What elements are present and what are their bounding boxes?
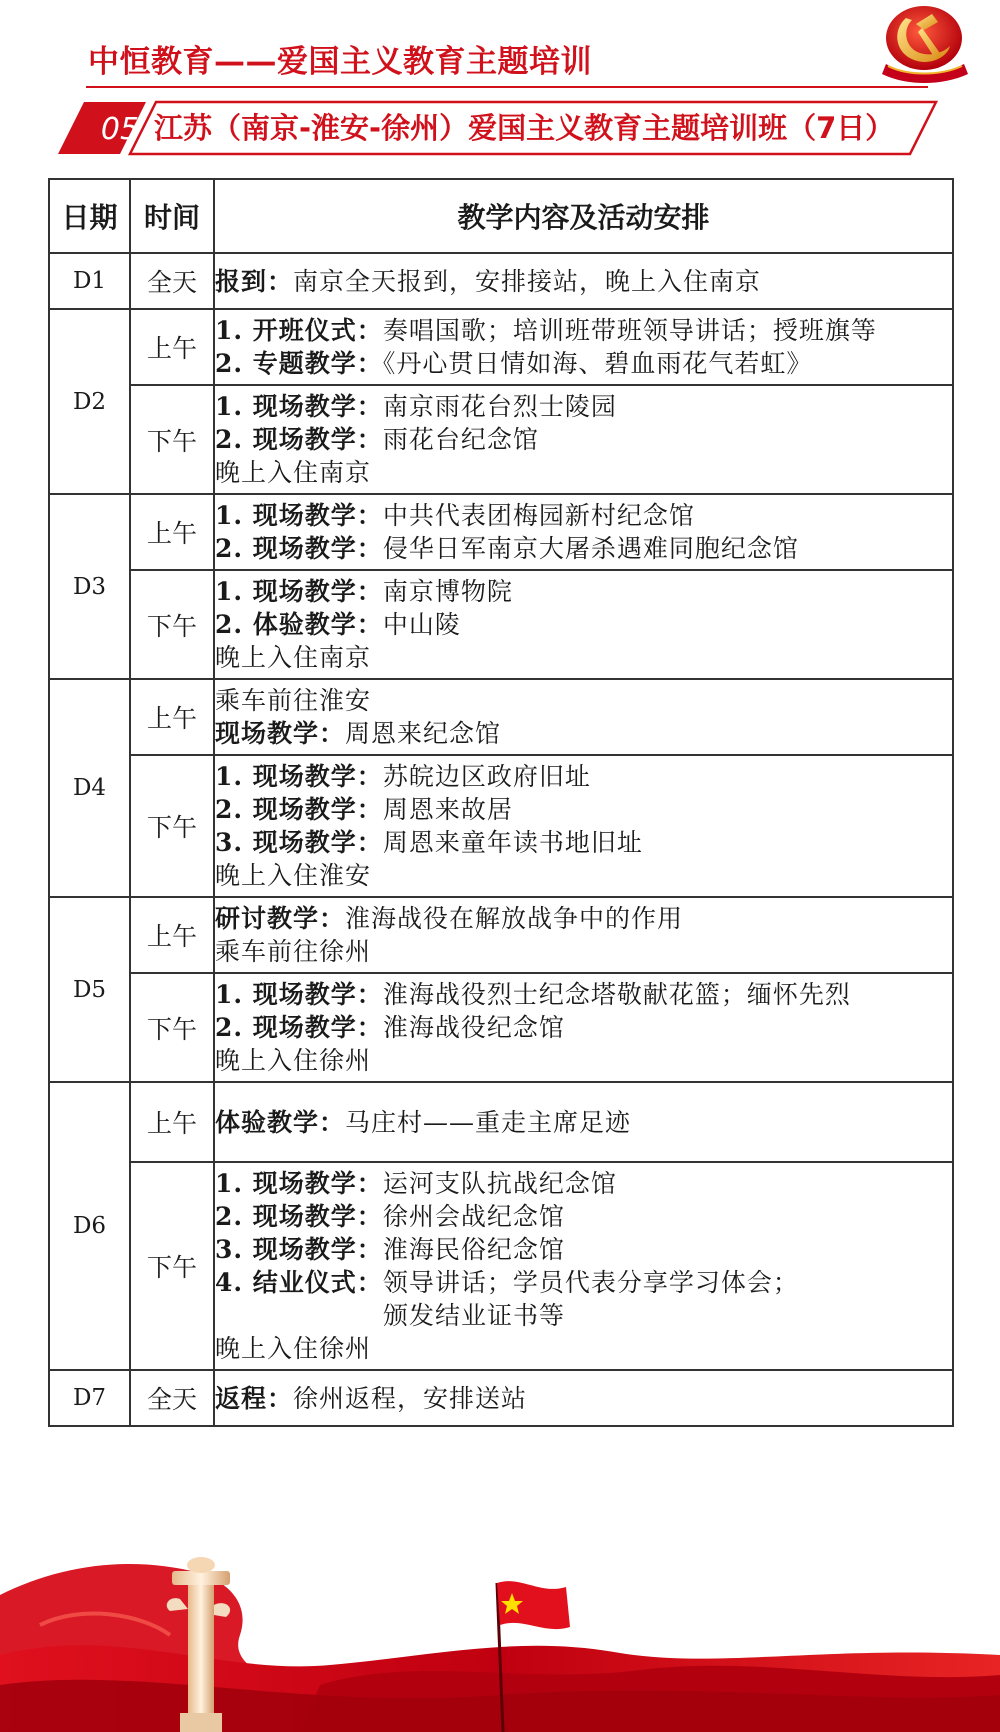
brand-title: 中恒教育——爱国主义教育主题培训 (88, 44, 592, 80)
activity-text: 苏皖边区政府旧址 (382, 762, 591, 791)
activity-text: 雨花台纪念馆 (382, 425, 539, 454)
activity-label: 2. 现场教学： (215, 795, 383, 824)
content-cell (214, 1082, 953, 1162)
section-number: 05 (100, 112, 140, 147)
activity-text: 南京全天报到，安排接站，晚上入住南京 (293, 266, 762, 296)
activity-label: 3. 现场教学： (215, 828, 383, 857)
activity-text: 乘车前往徐州 (215, 937, 372, 966)
content-line (215, 1167, 952, 1200)
activity-label: 1. 现场教学： (215, 980, 383, 1009)
activity-text: 徐州会战纪念馆 (382, 1202, 565, 1231)
content-cell (214, 385, 953, 494)
section-title: 江苏（南京-淮安-徐州）爱国主义教育主题培训班（7日） (154, 111, 895, 145)
activity-text: 中山陵 (382, 610, 461, 639)
activity-text: 晚上入住淮安 (215, 861, 372, 890)
period-cell: 下午 (130, 570, 214, 679)
table-row (49, 570, 953, 679)
activity-label: 2. 体验教学： (215, 610, 383, 639)
content-line (215, 532, 952, 565)
content-cell (214, 755, 953, 897)
schedule-table (48, 178, 954, 1427)
content-line (215, 859, 952, 892)
activity-text: 领导讲话；学员代表分享学习体会； (382, 1268, 799, 1297)
content-line (215, 902, 952, 935)
content-line (215, 1233, 952, 1266)
content-line (215, 1332, 952, 1365)
content-cell (214, 253, 953, 309)
period-cell: 上午 (130, 1082, 214, 1162)
activity-text: 乘车前往淮安 (215, 686, 372, 715)
period-cell: 下午 (130, 1162, 214, 1370)
activity-text: 颁发结业证书等 (383, 1301, 566, 1330)
content-line (215, 456, 952, 489)
content-cell (214, 897, 953, 973)
activity-label: 1. 现场教学： (215, 392, 383, 421)
activity-label: 2. 现场教学： (215, 425, 383, 454)
period-cell: 全天 (130, 1370, 214, 1426)
activity-text: 中共代表团梅园新村纪念馆 (382, 501, 695, 530)
period-cell: 上午 (130, 679, 214, 755)
period-cell: 上午 (130, 309, 214, 385)
activity-label: 3. 现场教学： (215, 1235, 383, 1264)
content-line (215, 1266, 952, 1299)
activity-label: 2. 专题教学： (215, 349, 383, 378)
activity-label: 现场教学： (215, 719, 346, 748)
period-cell: 上午 (130, 897, 214, 973)
day-cell: D7 (49, 1370, 130, 1426)
table-row (49, 1370, 953, 1426)
activity-label: 1. 现场教学： (215, 762, 383, 791)
content-line (215, 390, 952, 423)
content-cell (214, 1162, 953, 1370)
activity-text: 淮海战役纪念馆 (382, 1013, 565, 1042)
content-line (215, 1382, 952, 1415)
activity-label: 1. 现场教学： (215, 577, 383, 606)
table-row (49, 679, 953, 755)
table-row (49, 309, 953, 385)
period-cell: 上午 (130, 494, 214, 570)
table-row (49, 494, 953, 570)
header-divider (86, 86, 928, 88)
column-header-content: 教学内容及活动安排 (214, 179, 953, 253)
content-line (215, 684, 952, 717)
content-line (215, 499, 952, 532)
content-line (215, 717, 952, 750)
content-line (215, 347, 952, 380)
activity-text: 晚上入住南京 (215, 643, 372, 672)
column-header-date: 日期 (49, 179, 130, 253)
activity-text: 晚上入住徐州 (215, 1334, 372, 1363)
content-cell (214, 1370, 953, 1426)
content-line (215, 1044, 952, 1077)
table-row (49, 385, 953, 494)
table-row (49, 897, 953, 973)
party-emblem-icon (876, 2, 972, 84)
content-line (215, 423, 952, 456)
day-cell: D3 (49, 494, 130, 679)
table-row (49, 1162, 953, 1370)
table-row (49, 253, 953, 309)
activity-text: 南京雨花台烈士陵园 (382, 392, 617, 421)
activity-text: 运河支队抗战纪念馆 (382, 1169, 617, 1198)
content-cell (214, 309, 953, 385)
activity-label: 1. 现场教学： (215, 501, 383, 530)
content-line (215, 1011, 952, 1044)
content-line (215, 935, 952, 968)
activity-label: 1. 开班仪式： (215, 316, 383, 345)
activity-text: 淮海战役在解放战争中的作用 (345, 904, 684, 933)
day-cell: D6 (49, 1082, 130, 1370)
content-line (215, 826, 952, 859)
period-cell: 全天 (130, 253, 214, 309)
activity-text: 奏唱国歌；培训班带班领导讲话；授班旗等 (382, 316, 877, 345)
activity-label: 体验教学： (215, 1107, 346, 1137)
activity-label: 2. 现场教学： (215, 1013, 383, 1042)
column-header-time: 时间 (130, 179, 214, 253)
period-cell: 下午 (130, 385, 214, 494)
content-cell (214, 679, 953, 755)
activity-text: 南京博物院 (382, 577, 513, 606)
content-cell (214, 494, 953, 570)
activity-text: 淮海民俗纪念馆 (382, 1235, 565, 1264)
day-cell: D1 (49, 253, 130, 309)
activity-label: 1. 现场教学： (215, 1169, 383, 1198)
content-line (215, 575, 952, 608)
day-cell: D4 (49, 679, 130, 897)
table-row (49, 1082, 953, 1162)
period-cell: 下午 (130, 973, 214, 1082)
content-line (215, 1200, 952, 1233)
content-line (215, 978, 952, 1011)
activity-text: 周恩来童年读书地旧址 (382, 828, 643, 857)
activity-label: 报到： (215, 266, 294, 296)
activity-label: 研讨教学： (215, 904, 346, 933)
table-header-row (49, 179, 953, 253)
activity-text: 徐州返程，安排送站 (293, 1383, 528, 1413)
content-line (215, 641, 952, 674)
activity-text: 侵华日军南京大屠杀遇难同胞纪念馆 (382, 534, 799, 563)
huabiao-flag-banner-icon (0, 1535, 1000, 1732)
content-line (215, 793, 952, 826)
content-line (215, 314, 952, 347)
activity-label: 返程： (215, 1383, 294, 1413)
activity-text: 晚上入住南京 (215, 458, 372, 487)
content-line (215, 608, 952, 641)
activity-text: 淮海战役烈士纪念塔敬献花篮；缅怀先烈 (382, 980, 851, 1009)
content-cell (214, 973, 953, 1082)
activity-label: 2. 现场教学： (215, 534, 383, 563)
activity-label: 2. 现场教学： (215, 1202, 383, 1231)
table-row (49, 973, 953, 1082)
schedule-body (49, 253, 953, 1426)
table-row (49, 755, 953, 897)
content-line (215, 265, 952, 298)
content-line (215, 1299, 952, 1332)
content-line (215, 1106, 952, 1139)
day-cell: D5 (49, 897, 130, 1082)
content-line (215, 760, 952, 793)
day-cell: D2 (49, 309, 130, 494)
activity-label: 4. 结业仪式： (215, 1268, 383, 1297)
period-cell: 下午 (130, 755, 214, 897)
activity-text: 《丹心贯日情如海、碧血雨花气若虹》 (382, 349, 813, 378)
activity-text: 晚上入住徐州 (215, 1046, 372, 1075)
activity-text: 周恩来故居 (382, 795, 513, 824)
activity-text: 马庄村——重走主席足迹 (345, 1107, 632, 1137)
activity-text: 周恩来纪念馆 (345, 719, 502, 748)
content-cell (214, 570, 953, 679)
